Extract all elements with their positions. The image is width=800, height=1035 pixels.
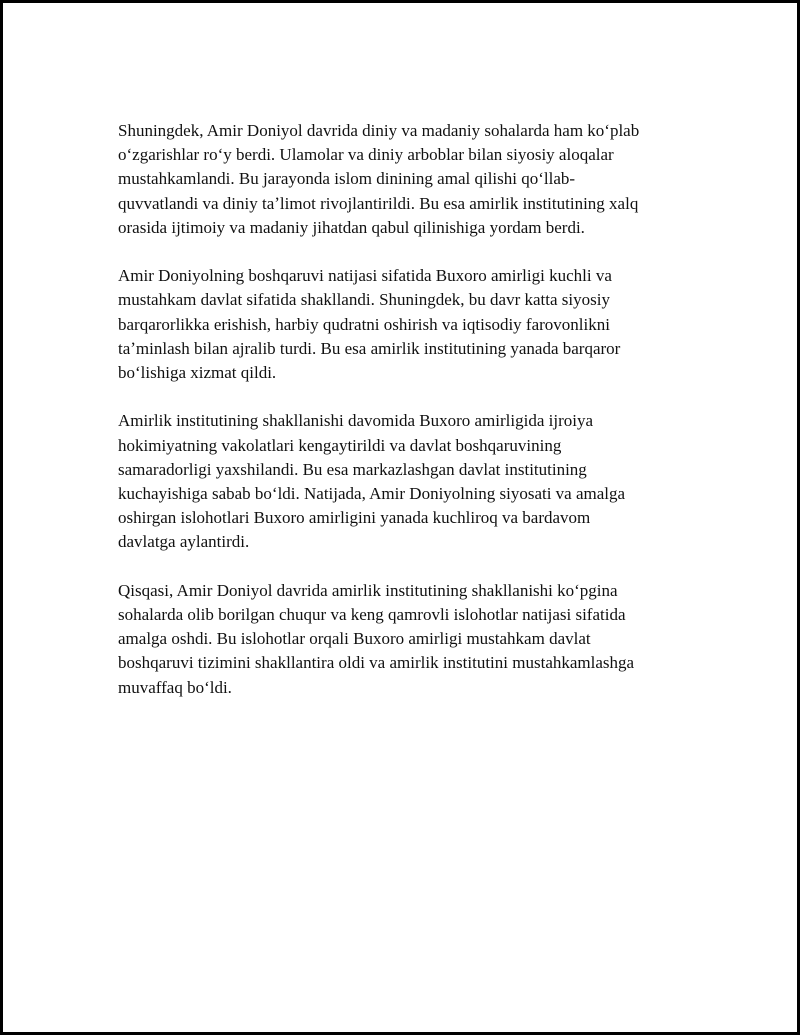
paragraph-institut-shakllanishi: Amirlik institutining shakllanishi davomida Buxoro amirligida ijroiya hokimiyatning vakolatlari kengaytirildi va davlat boshqaruvining samaradorligi yaxshilandi. Bu esa markazlashgan davlat institutining kuchayishiga sabab boʻldi. Natijada, Amir Doniyolning siyosati va amalga oshirgan islohotlari Buxoro amirligini yanada kuchliroq va bardavom davlatga aylantirdi. [118, 411, 626, 552]
paragraph-diniy-madaniy: Shuningdek, Amir Doniyol davrida diniy va madaniy sohalarda ham koʻplab oʻzgarishlar roʻy berdi. Ulamolar va diniy arboblar bilan siyosiy aloqalar mustahkamlandi. Bu jarayonda islom dinining amal qilishi qoʻllab- quvvatlandi va diniy taʼlimot rivojlantirildi. Bu esa amirlik institutining xalq orasida ijtimoiy va madaniy jihatdan qabul qilinishiga yordam berdi. [118, 121, 640, 237]
document-body [118, 119, 688, 724]
paragraph-boshqaruv-natijasi: Amir Doniyolning boshqaruvi natijasi sifatida Buxoro amirligi kuchli va mustahkam davlat sifatida shakllandi. Shuningdek, bu davr katta siyosiy barqarorlikka erishish, harbiy qudratni oshirish va iqtisodiy farovonlikni taʼminlash bilan ajralib turdi. Bu esa amirlik institutining yanada barqaror boʻlishiga xizmat qildi. [118, 266, 621, 383]
paragraph-qisqasi: Qisqasi, Amir Doniyol davrida amirlik institutining shakllanishi koʻpgina sohalarda olib borilgan chuqur va keng qamrovli islohotlar natijasi sifatida amalga oshdi. Bu islohotlar orqali Buxoro amirligi mustahkam davlat boshqaruvi tizimini shakllantira oldi va amirlik institutini mustahkamlashga muvaffaq boʻldi. [118, 580, 635, 697]
